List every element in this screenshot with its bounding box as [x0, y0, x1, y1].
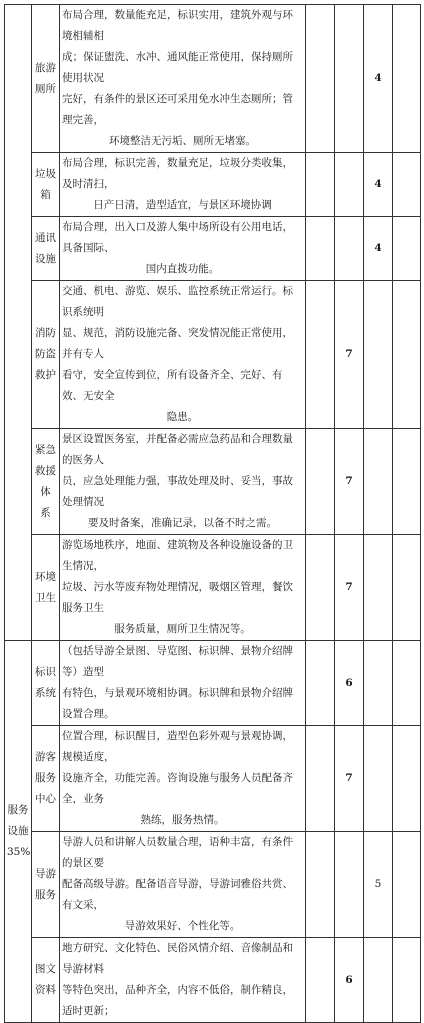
description-line: 国内直拨功能。: [145, 263, 220, 275]
subitem-label: 救护: [35, 369, 56, 381]
description-line: 交通、机电、游览、娱乐、监控系统正常运行。标识系统明: [62, 285, 293, 318]
score-cell-empty: [306, 938, 335, 1023]
description-line: 导游效果好、个性化等。: [124, 920, 241, 932]
category-weight: 35%: [7, 846, 31, 858]
category-cell-top: [5, 5, 32, 641]
subitem-label: 防盗: [35, 348, 56, 360]
score-cell-empty: [364, 281, 393, 429]
score-cell-empty: [364, 535, 393, 641]
subitem-cell: [32, 153, 60, 217]
description-line: 布局合理，出入口及游人集中场所设有公用电话，具备国际、: [62, 221, 293, 254]
table-row: [5, 726, 421, 832]
subitem-cell: [32, 832, 60, 938]
description-line: 成；保证盥洗、水冲、通风能正常使用，保持厕所使用状况: [62, 51, 293, 84]
description-line: 完好，有条件的景区还可采用免水冲生态厕所；管理完善，: [62, 93, 293, 126]
score-value: 7: [335, 429, 364, 535]
description-line: 等特色突出，品种齐全，内容不低俗，制作精良，适时更新；: [62, 984, 293, 1017]
score-cell-empty: [393, 5, 421, 153]
description-line: （包括导游全景图、导览图、标识牌、景物介绍牌等）造型: [62, 645, 293, 678]
table-row: [5, 938, 421, 1023]
score-cell-empty: [393, 153, 421, 217]
score-value: 7: [335, 726, 364, 832]
score-value: 4: [364, 153, 393, 217]
score-cell-empty: [364, 429, 393, 535]
description-cell: [60, 938, 306, 1023]
score-cell-empty: [335, 217, 364, 281]
subitem-label: 系: [40, 506, 51, 519]
score-cell-empty: [306, 832, 335, 938]
subitem-label: 箱: [40, 188, 51, 201]
table-row: [5, 832, 421, 938]
subitem-label: 消防: [35, 327, 56, 339]
subitem-label: 旅游: [35, 61, 56, 74]
description-line: 要及时备案，准确记录，以备不时之需。: [88, 517, 277, 529]
description-line: 看守，安全宣传到位，所有设备齐全、完好、有效、无安全: [62, 369, 283, 402]
category-label: 设施: [7, 825, 29, 837]
description-cell: [60, 641, 306, 726]
score-cell-empty: [364, 641, 393, 726]
description-line: 垃圾、污水等废弃物处理情况，吸烟区管理，餐饮服务卫生: [62, 581, 293, 614]
score-cell-empty: [306, 281, 335, 429]
description-cell: [60, 832, 306, 938]
subitem-cell: [32, 429, 60, 535]
score-cell-empty: [306, 153, 335, 217]
score-value: 5: [364, 832, 393, 938]
subitem-label: 环境: [35, 570, 56, 583]
description-line: 地方研究、文化特色、民俗风情介绍、音像制品和导游材料: [62, 942, 293, 975]
subitem-label: 紧急: [35, 443, 56, 456]
description-line: 景区设置医务室，并配备必需应急药品和合理数量的医务人: [62, 433, 293, 466]
table-row: [5, 153, 421, 217]
score-cell-empty: [393, 938, 421, 1023]
table-row: [5, 535, 421, 641]
score-value: 4: [364, 5, 393, 153]
subitem-label: 服务: [35, 772, 56, 784]
score-cell-empty: [393, 641, 421, 726]
score-value: 4: [364, 217, 393, 281]
score-cell-empty: [335, 5, 364, 153]
score-value: 6: [335, 938, 364, 1023]
subitem-cell: [32, 535, 60, 641]
score-cell-empty: [306, 217, 335, 281]
subitem-cell: [32, 641, 60, 726]
description-line: 配备高级导游。配备语音导游，导游词雅俗共赏、有文采，: [62, 878, 293, 911]
description-line: 日产日清，造型适宜，与景区环境协调: [93, 199, 272, 211]
description-line: 服务质量，厕所卫生情况等。: [114, 623, 251, 635]
score-cell-empty: [306, 5, 335, 153]
score-cell-empty: [364, 726, 393, 832]
score-cell-empty: [306, 429, 335, 535]
subitem-cell: [32, 726, 60, 832]
score-cell-empty: [306, 726, 335, 832]
table-row: [5, 5, 421, 153]
description-line: 设施齐全，功能完善。咨询设施与服务人员配备齐全，业务: [62, 772, 293, 805]
category-cell: [5, 641, 32, 1023]
description-line: 导游人员和讲解人员数量合理，语种丰富，有条件的景区要: [62, 836, 293, 869]
description-line: 布局合理，标识完善，数量充足，垃圾分类收集，及时清扫，: [62, 157, 293, 190]
description-cell: [60, 429, 306, 535]
score-value: 7: [335, 281, 364, 429]
score-cell-empty: [335, 832, 364, 938]
score-cell-empty: [393, 726, 421, 832]
subitem-label: 导游: [35, 867, 56, 880]
subitem-label: 服务: [35, 888, 56, 901]
description-cell: [60, 281, 306, 429]
description-line: 环境整洁无污垢、厕所无堵塞。: [109, 135, 256, 147]
score-cell-empty: [393, 535, 421, 641]
subitem-label: 中心: [35, 793, 56, 805]
table-row: [5, 281, 421, 429]
score-cell-empty: [393, 429, 421, 535]
subitem-cell: [32, 938, 60, 1023]
subitem-label: 标识: [35, 666, 56, 678]
subitem-cell: [32, 217, 60, 281]
subitem-label: 救援体: [35, 464, 56, 498]
score-cell-empty: [335, 153, 364, 217]
description-line: 有特色，与景观环境相协调。标识牌和景物介绍牌设置合理。: [62, 687, 293, 720]
subitem-label: 厕所: [35, 82, 56, 95]
score-cell-empty: [393, 832, 421, 938]
description-line: 员，应急处理能力强，事故处理及时、妥当，事故处理情况: [62, 475, 293, 508]
score-cell-empty: [393, 281, 421, 429]
subitem-label: 资料: [35, 984, 56, 996]
score-cell-empty: [306, 641, 335, 726]
subitem-label: 垃圾: [35, 167, 56, 180]
subitem-cell: [32, 5, 60, 153]
subitem-label: 设施: [35, 252, 56, 265]
subitem-label: 系统: [35, 687, 56, 699]
category-label: 服务: [7, 804, 29, 816]
table-row: [5, 217, 421, 281]
score-value: 7: [335, 535, 364, 641]
description-line: 熟练，服务热情。: [140, 814, 225, 826]
description-line: 布局合理，数量能充足，标识实用，建筑外观与环境相辅相: [62, 9, 293, 42]
subitem-label: 通讯: [35, 231, 56, 244]
evaluation-table: [4, 4, 421, 1023]
description-line: 显、规范，消防设施完备、突发情况能正常使用，并有专人: [62, 327, 293, 360]
subitem-label: 图文: [35, 963, 56, 975]
description-cell: [60, 535, 306, 641]
table-row: [5, 641, 421, 726]
table-row: [5, 429, 421, 535]
score-cell-empty: [306, 535, 335, 641]
subitem-label: 卫生: [35, 591, 56, 604]
description-line: 位置合理，标识醒目，造型色彩外观与景观协调，规模适度，: [62, 730, 293, 763]
score-cell-empty: [364, 938, 393, 1023]
subitem-label: 游客: [35, 751, 56, 763]
subitem-cell: [32, 281, 60, 429]
description-cell: [60, 726, 306, 832]
score-value: 6: [335, 641, 364, 726]
description-cell: [60, 5, 306, 153]
description-cell: [60, 153, 306, 217]
description-line: 游览场地秩序，地面、建筑物及各种设施设备的卫生情况，: [62, 539, 293, 572]
score-cell-empty: [393, 217, 421, 281]
description-line: 隐患。: [166, 411, 199, 423]
description-cell: [60, 217, 306, 281]
